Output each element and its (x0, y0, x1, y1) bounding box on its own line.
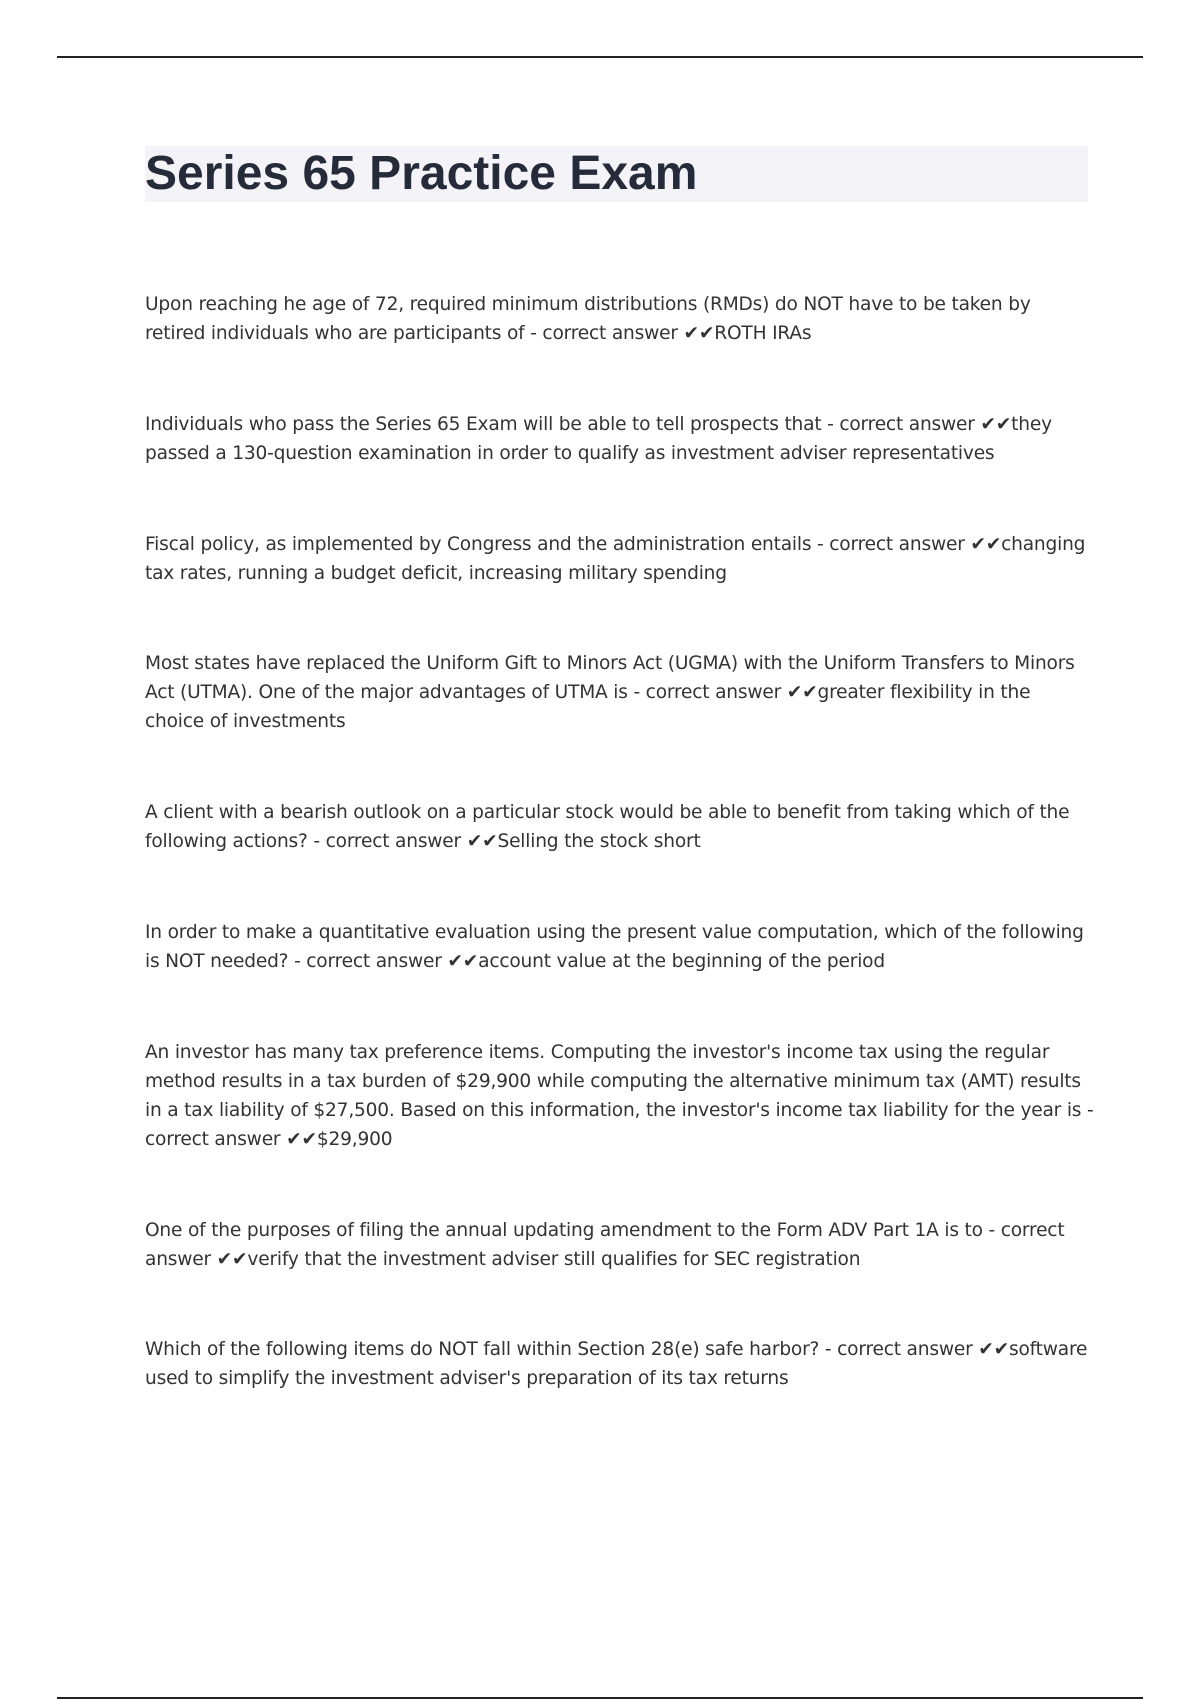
question-item-3: Fiscal policy, as implemented by Congress and the administration entails - correct answer ✔✔changing tax rates, running a budget deficit, increasing military spending (145, 534, 1086, 584)
top-rule (57, 56, 1143, 58)
question-item-5: A client with a bearish outlook on a particular stock would be able to benefit from taking which of the following actions? - correct answer ✔✔Selling the stock short (145, 802, 1070, 852)
bottom-rule (57, 1697, 1143, 1699)
question-item-8: One of the purposes of filing the annual updating amendment to the Form ADV Part 1A is to - correct answer ✔✔verify that the investment adviser still qualifies for SEC registration (145, 1220, 1065, 1270)
question-item-4: Most states have replaced the Uniform Gift to Minors Act (UGMA) with the Uniform Transfers to Minors Act (UTMA). One of the major advantages of UTMA is - correct answer ✔✔greater flexibility in the choice of investments (145, 653, 1075, 732)
question-item-6: In order to make a quantitative evaluation using the present value computation, which of the following is NOT needed? - correct answer ✔✔account value at the beginning of the period (145, 922, 1084, 972)
question-item-9: Which of the following items do NOT fall within Section 28(e) safe harbor? - correct answer ✔✔software used to simplify the investment adviser's preparation of its tax returns (145, 1339, 1088, 1389)
question-item-2: Individuals who pass the Series 65 Exam will be able to tell prospects that - correct answer ✔✔they passed a 130-question examination in order to qualify as investment adviser representatives (145, 414, 1052, 464)
question-item-7: An investor has many tax preference items. Computing the investor's income tax using the regular method results in a tax burden of $29,900 while computing the alternative minimum tax (AMT) results in a tax liability of $27,500. Based on this information, the investor's income tax liability for the year is - correct answer ✔✔$29,900 (145, 1042, 1094, 1150)
document-title: Series 65 Practice Exam (145, 147, 698, 200)
question-item-1: Upon reaching he age of 72, required minimum distributions (RMDs) do NOT have to be taken by retired individuals who are participants of - correct answer ✔✔ROTH IRAs (145, 294, 1031, 344)
